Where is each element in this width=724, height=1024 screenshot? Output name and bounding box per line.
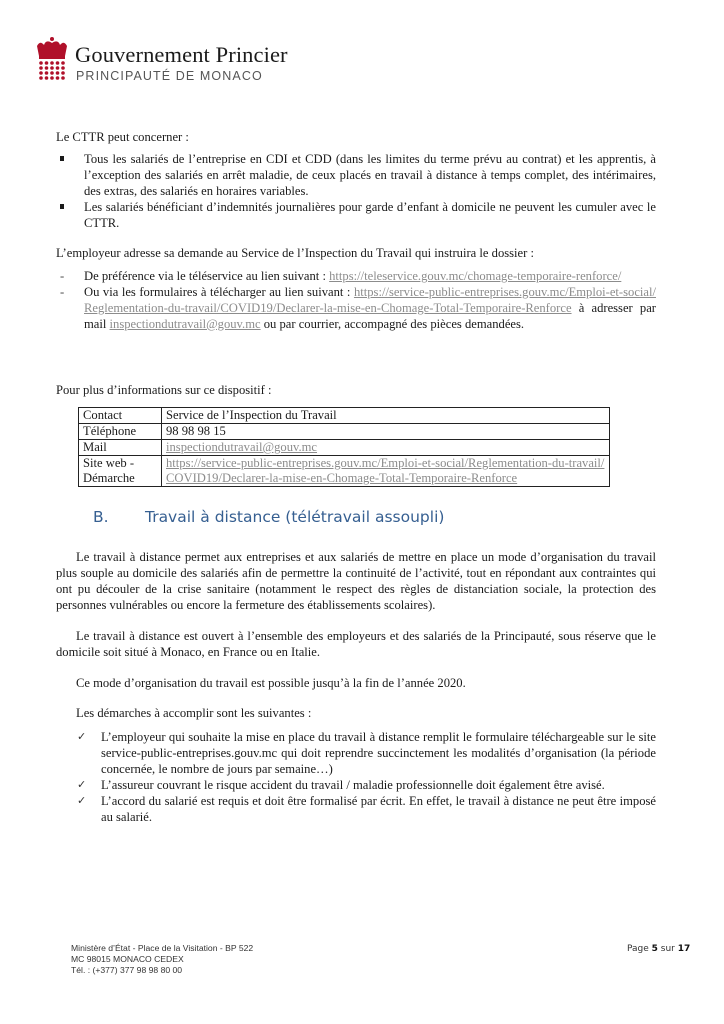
page-number: Page 5 sur 17 xyxy=(627,944,691,954)
list-item: ✓ L’employeur qui souhaite la mise en place du travail à distance remplit le formulaire téléchargeable sur le site service-public-entreprises.gouv.mc qui doit reprendre succinctement les modalités d’organisation (la période concernée, le nombre de jours par semaine…) xyxy=(77,730,656,776)
paragraph-remote-work-purpose: Le travail à distance permet aux entreprises et aux salariés de mettre en place un mode d’organisation du travail plus souple au domicile des salariés afin de permettre la continuité de l’activité, tout en répondant aux contraintes qui ont pu découler de la crise sanitaire (notamment le respect des règles de distanciation sociale, la protection des personnes vulnérables ou encore la fermeture des établissements scolaires). xyxy=(56,550,656,612)
steps-intro: Les démarches à accomplir sont les suivantes : xyxy=(76,706,312,720)
section-letter: B. xyxy=(93,508,109,526)
table-cell-label: Contact xyxy=(79,408,162,424)
dash-bullet-icon: - xyxy=(60,269,65,283)
more-info-intro: Pour plus d’informations sur ce dispositif : xyxy=(56,383,272,397)
monaco-crown-logo-icon xyxy=(34,36,70,84)
submission-options xyxy=(60,268,656,332)
table-cell-label: Site web - Démarche xyxy=(79,456,162,487)
checkmark-icon: ✓ xyxy=(77,731,87,743)
list-item: Tous les salariés de l’entreprise en CDI et CDD (dans les limites du terme prévu au contrat) et les apprentis, à l’exception des salariés en arrêt maladie, de ceux placés en travail à distance à temps complet, des intérimaires, des extras, des salariés en horaires variables. xyxy=(60,151,656,199)
table-cell-label: Téléphone xyxy=(79,424,162,440)
cttr-bullet-list xyxy=(60,151,656,231)
square-bullet-icon xyxy=(60,156,64,161)
list-item: ✓ L’accord du salarié est requis et doit être formalisé par écrit. En effet, le travail à distance ne peut être imposé au salarié. xyxy=(77,794,656,824)
table-cell-value: Service de l’Inspection du Travail xyxy=(162,408,610,424)
list-item: - De préférence via le téléservice au lien suivant : https://teleservice.gouv.mc/chomage-temporaire-renforce/ xyxy=(60,269,622,283)
footer-address: Ministère d’État - Place de la Visitation - BP 522 MC 98015 MONACO CEDEX Tél. : (+377) 377 98 98 80 00 xyxy=(71,943,254,975)
table-row xyxy=(79,456,610,487)
table-website-link[interactable]: https://service-public-entreprises.gouv.mc/Emploi-et-social/Reglementation-du-travail/COVID19/Declarer-la-mise-en-Chomage-Total-Temporaire-Renforce xyxy=(166,456,605,485)
government-subtitle: PRINCIPAUTÉ DE MONACO xyxy=(76,69,263,83)
teleservice-link[interactable]: https://teleservice.gouv.mc/chomage-temporaire-renforce/ xyxy=(329,269,622,283)
paragraph-eligibility: Le travail à distance est ouvert à l’ensemble des employeurs et des salariés de la Principauté, sous réserve que le domicile soit situé à Monaco, en France ou en Italie. xyxy=(56,629,656,659)
table-row xyxy=(79,424,610,440)
inspection-email-link[interactable]: inspectiondutravail@gouv.mc xyxy=(109,317,261,331)
list-item: ✓ L’assureur couvrant le risque accident du travail / maladie professionnelle doit également être avisé. xyxy=(77,778,605,792)
square-bullet-icon xyxy=(60,204,64,209)
forms-download-link[interactable]: https://service-public-entreprises.gouv.mc/Emploi-et-social/Reglementation-du-travail/COVID19/Declarer-la-mise-en-Chomage-Total-Temporaire-Renforce xyxy=(84,285,656,315)
cttr-intro: Le CTTR peut concerner : xyxy=(56,130,189,144)
section-heading xyxy=(93,510,444,526)
table-row xyxy=(79,440,610,456)
section-title: Travail à distance (télétravail assoupli) xyxy=(145,508,445,526)
government-title: Gouvernement Princier xyxy=(75,42,288,67)
steps-checklist xyxy=(77,729,656,825)
list-item: - Ou via les formulaires à télécharger au lien suivant : https://service-public-entreprises.gouv.mc/Emploi-et-social/Reglementation-du-travail/COVID19/Declarer-la-mise-en-Chomage-Total-Temporaire-Renforce à adresser par mail inspectiondutravail@gouv.mc ou par courrier, accompagné des pièces demandées. xyxy=(60,285,656,331)
paragraph-duration: Ce mode d’organisation du travail est possible jusqu’à la fin de l’année 2020. xyxy=(76,676,466,690)
checkmark-icon: ✓ xyxy=(77,779,87,791)
employer-intro: L’employeur adresse sa demande au Service de l’Inspection du Travail qui instruira le dossier : xyxy=(56,246,534,260)
checkmark-icon: ✓ xyxy=(77,795,87,807)
contact-table xyxy=(78,407,610,487)
list-item: Les salariés bénéficiant d’indemnités journalières pour garde d’enfant à domicile ne peuvent les cumuler avec le CTTR. xyxy=(60,199,656,231)
table-cell-value: 98 98 98 15 xyxy=(162,424,610,440)
table-email-link[interactable]: inspectiondutravail@gouv.mc xyxy=(166,440,318,454)
table-row xyxy=(79,408,610,424)
table-cell-label: Mail xyxy=(79,440,162,456)
dash-bullet-icon: - xyxy=(60,285,65,299)
